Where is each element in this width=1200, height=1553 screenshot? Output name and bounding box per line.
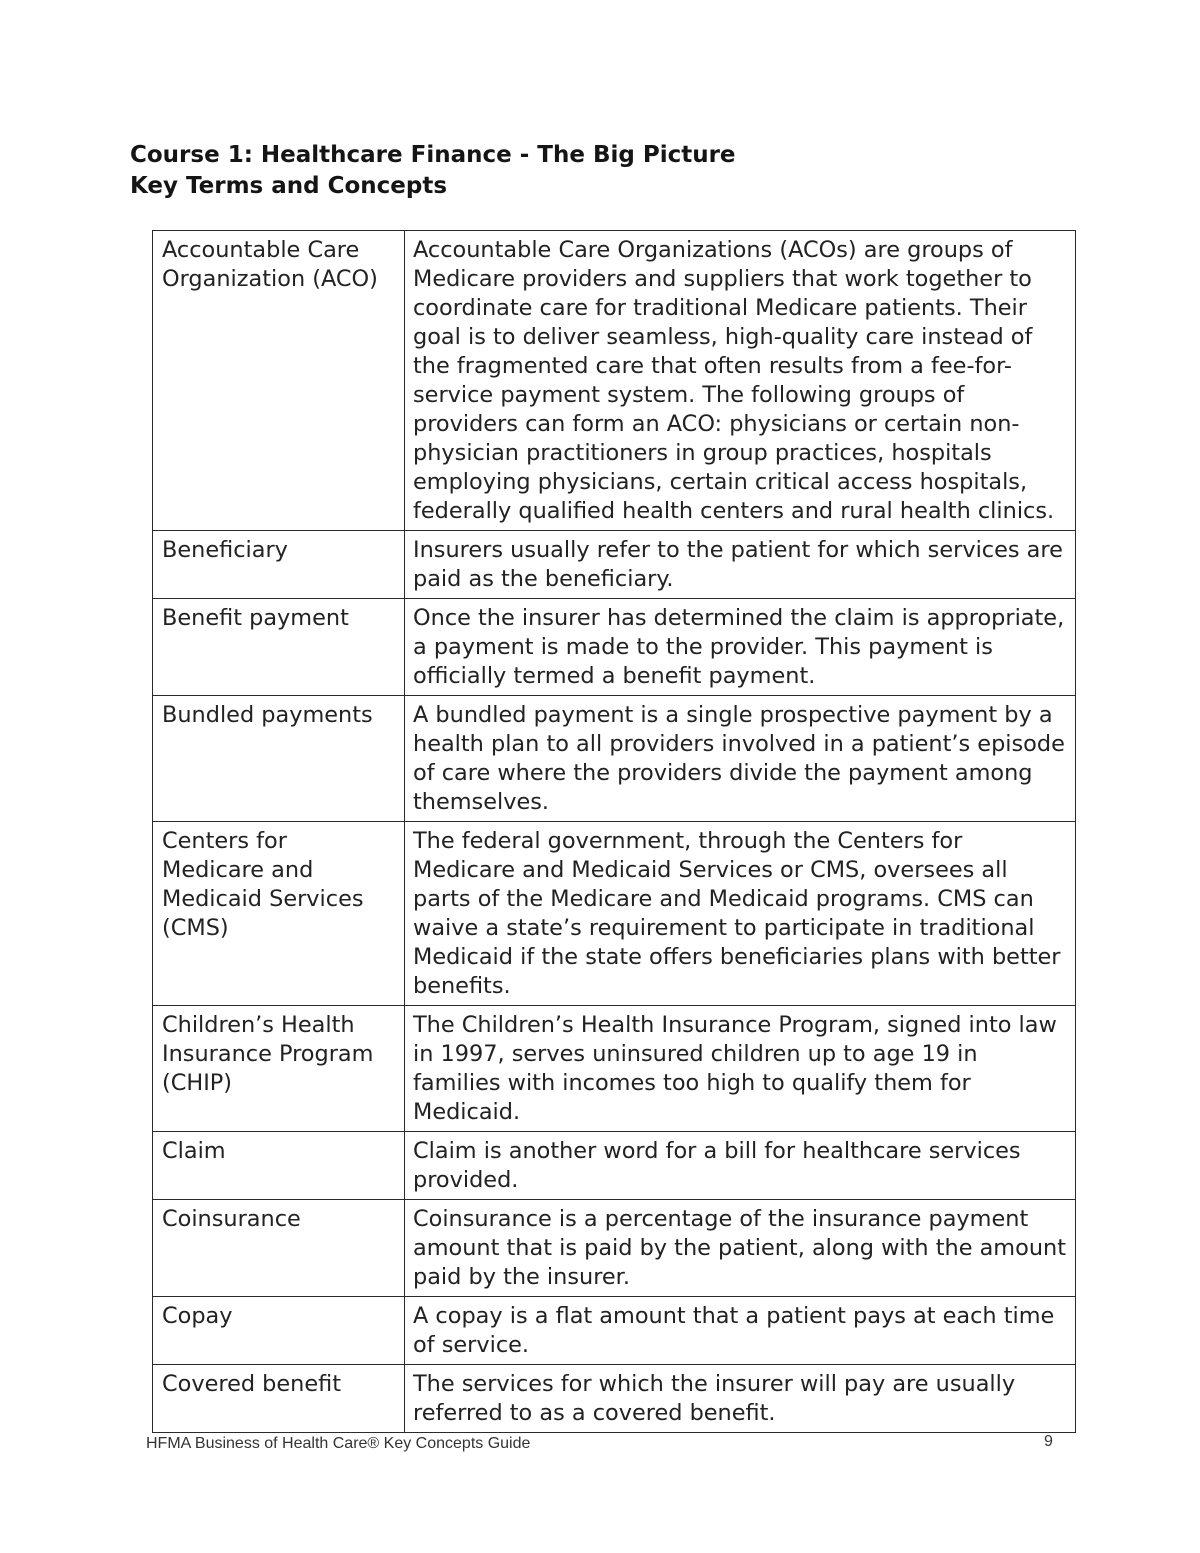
term-cell: Claim: [153, 1132, 405, 1200]
table-row: [153, 1006, 1076, 1132]
definition-cell: Insurers usually refer to the patient for which services are paid as the beneficiary.: [405, 531, 1076, 599]
key-terms-table: [152, 230, 1076, 1433]
table-row: [153, 696, 1076, 822]
definition-cell: A copay is a flat amount that a patient pays at each time of service.: [405, 1297, 1076, 1365]
term-cell: Centers for Medicare and Medicaid Services (CMS): [153, 822, 405, 1006]
term-cell: Benefit payment: [153, 599, 405, 696]
footer-guide-title: HFMA Business of Health Care® Key Concepts Guide: [146, 1435, 531, 1452]
definition-cell: The Children’s Health Insurance Program, signed into law in 1997, serves uninsured children up to age 19 in families with incomes too high to qualify them for Medicaid.: [405, 1006, 1076, 1132]
definition-cell: The services for which the insurer will pay are usually referred to as a covered benefit.: [405, 1365, 1076, 1433]
term-cell: Children’s Health Insurance Program (CHIP): [153, 1006, 405, 1132]
term-cell: Coinsurance: [153, 1200, 405, 1297]
table-row: [153, 1297, 1076, 1365]
table-row: [153, 1200, 1076, 1297]
table-row: [153, 1365, 1076, 1433]
term-cell: Copay: [153, 1297, 405, 1365]
definition-cell: Coinsurance is a percentage of the insurance payment amount that is paid by the patient, along with the amount paid by the insurer.: [405, 1200, 1076, 1297]
definition-cell: Claim is another word for a bill for healthcare services provided.: [405, 1132, 1076, 1200]
definition-cell: Accountable Care Organizations (ACOs) are groups of Medicare providers and suppliers that work together to coordinate care for traditional Medicare patients. Their goal is to deliver seamless, high-quality care instead of the fragmented care that often results from a fee-for-service payment system. The following groups of providers can form an ACO: physicians or certain non-physician practitioners in group practices, hospitals employing physicians, certain critical access hospitals, federally qualified health centers and rural health clinics.: [405, 231, 1076, 531]
table-row: [153, 1132, 1076, 1200]
term-cell: Covered benefit: [153, 1365, 405, 1433]
term-cell: Accountable Care Organization (ACO): [153, 231, 405, 531]
table-row: [153, 231, 1076, 531]
table-row: [153, 531, 1076, 599]
table-row: [153, 822, 1076, 1006]
section-subtitle: Key Terms and Concepts: [130, 173, 448, 199]
definition-cell: A bundled payment is a single prospective payment by a health plan to all providers involved in a patient’s episode of care where the providers divide the payment among themselves.: [405, 696, 1076, 822]
page-header: [130, 140, 736, 202]
footer-page-number: 9: [1044, 1433, 1053, 1450]
term-cell: Bundled payments: [153, 696, 405, 822]
table-row: [153, 599, 1076, 696]
term-cell: Beneficiary: [153, 531, 405, 599]
course-title: Course 1: Healthcare Finance - The Big Picture: [130, 142, 736, 168]
definition-cell: The federal government, through the Centers for Medicare and Medicaid Services or CMS, oversees all parts of the Medicare and Medicaid programs. CMS can waive a state’s requirement to participate in traditional Medicaid if the state offers beneficiaries plans with better benefits.: [405, 822, 1076, 1006]
definition-cell: Once the insurer has determined the claim is appropriate, a payment is made to the provider. This payment is officially termed a benefit payment.: [405, 599, 1076, 696]
